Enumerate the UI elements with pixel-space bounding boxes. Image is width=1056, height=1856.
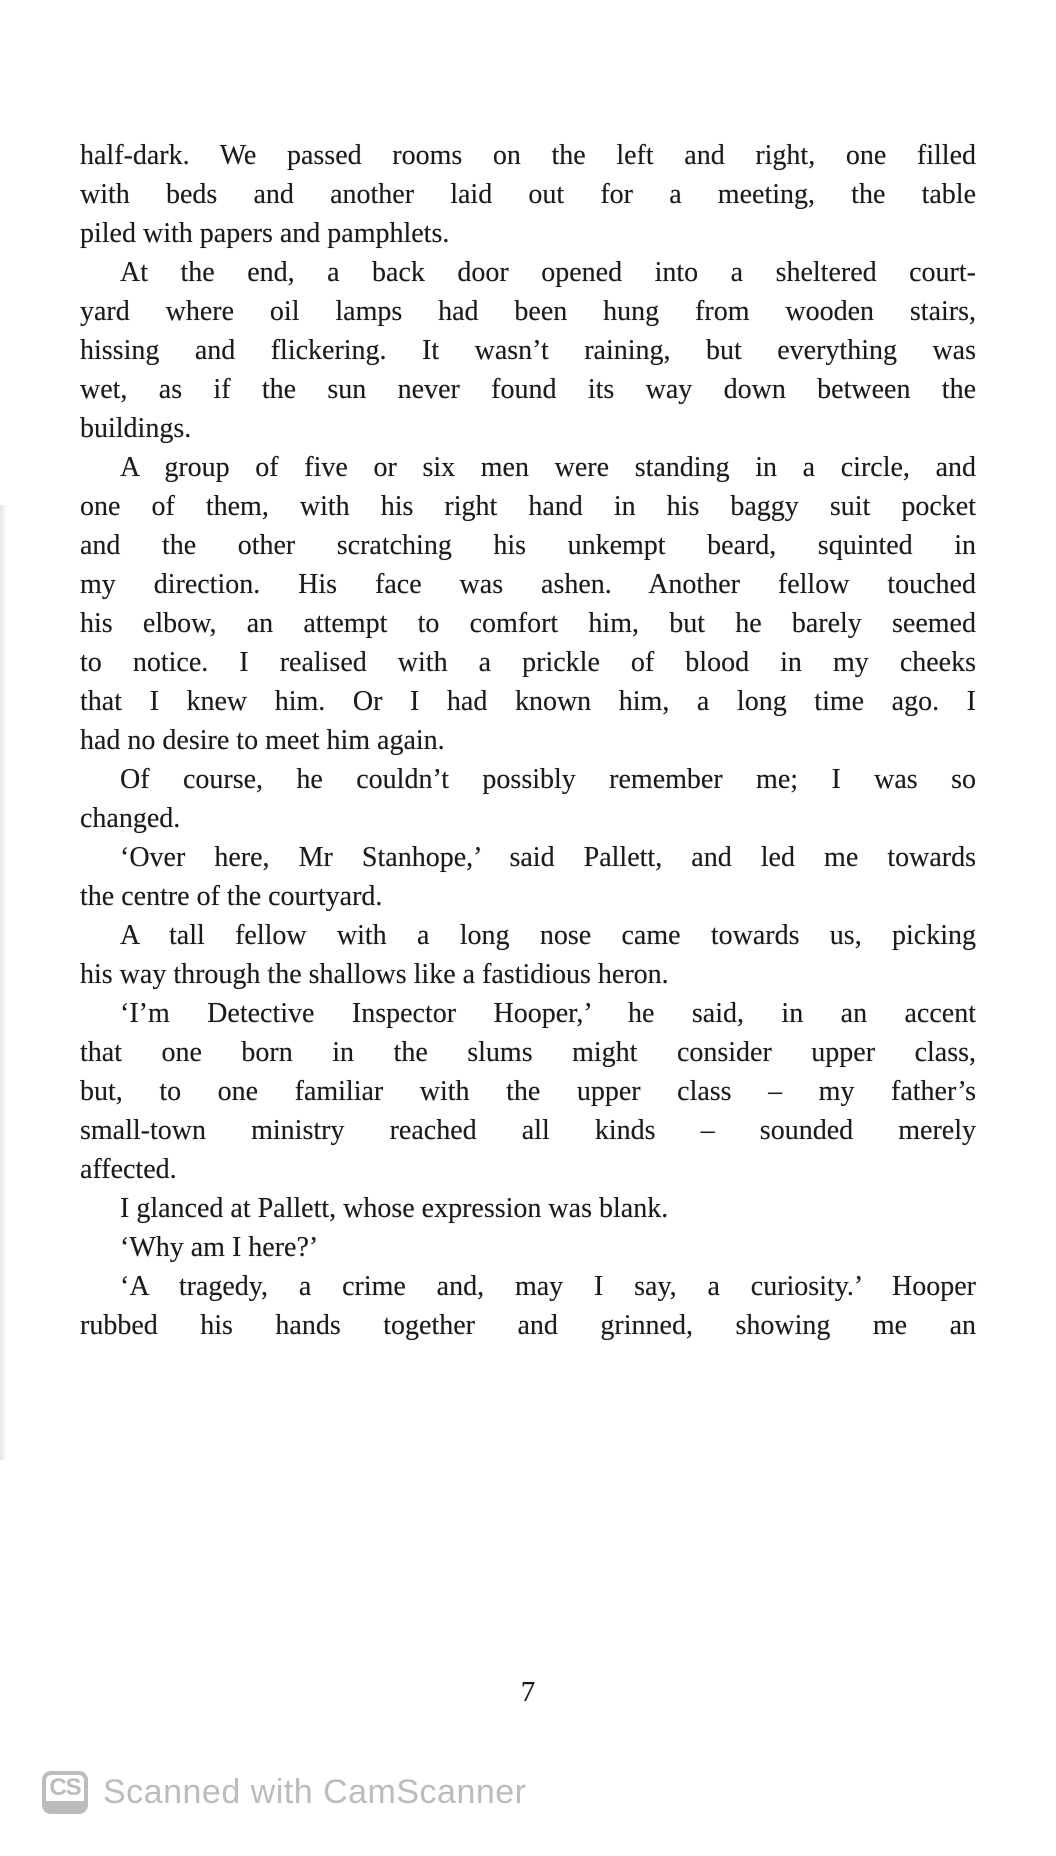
camscanner-logo-bottom-bar bbox=[45, 1801, 85, 1811]
text-line: Of course, he couldn’t possibly remember me; I was so bbox=[120, 764, 976, 795]
text-line: buildings. bbox=[80, 413, 192, 444]
text-line: but, to one familiar with the upper class – my father’s bbox=[80, 1076, 976, 1107]
text-line: affected. bbox=[80, 1154, 177, 1185]
camscanner-logo-letters: CS bbox=[49, 1774, 81, 1801]
text-line: that one born in the slums might consider upper class, bbox=[80, 1037, 976, 1068]
text-line: had no desire to meet him again. bbox=[80, 725, 445, 756]
page-number: 7 bbox=[520, 1676, 536, 1708]
text-line: with beds and another laid out for a meeting, the table bbox=[80, 179, 976, 210]
text-line: that I knew him. Or I had known him, a long time ago. I bbox=[80, 686, 976, 717]
text-line: ‘Over here, Mr Stanhope,’ said Pallett, and led me towards bbox=[120, 842, 976, 873]
text-line: A group of five or six men were standing in a circle, and bbox=[120, 452, 976, 483]
text-line: At the end, a back door opened into a sheltered court- bbox=[120, 257, 976, 288]
text-line: ‘Why am I here?’ bbox=[120, 1232, 319, 1263]
text-line: changed. bbox=[80, 803, 181, 834]
text-line: hissing and flickering. It wasn’t raining, but everything was bbox=[80, 335, 976, 366]
camscanner-logo-icon bbox=[42, 1771, 88, 1814]
text-line: his elbow, an attempt to comfort him, but he barely seemed bbox=[80, 608, 976, 639]
text-line: yard where oil lamps had been hung from wooden stairs, bbox=[80, 296, 976, 327]
text-line: half-dark. We passed rooms on the left and right, one filled bbox=[80, 140, 976, 171]
text-line: small-town ministry reached all kinds – sounded merely bbox=[80, 1115, 976, 1146]
text-line: my direction. His face was ashen. Another fellow touched bbox=[80, 569, 976, 600]
text-line: to notice. I realised with a prickle of blood in my cheeks bbox=[80, 647, 976, 678]
text-line: piled with papers and pamphlets. bbox=[80, 218, 450, 249]
text-line: ‘A tragedy, a crime and, may I say, a curiosity.’ Hooper bbox=[120, 1271, 976, 1302]
camscanner-watermark-text: Scanned with CamScanner bbox=[103, 1773, 527, 1811]
text-block bbox=[80, 136, 976, 1345]
text-line: ‘I’m Detective Inspector Hooper,’ he said, in an accent bbox=[120, 998, 976, 1029]
camscanner-watermark bbox=[42, 1771, 527, 1814]
text-line: wet, as if the sun never found its way down between the bbox=[80, 374, 976, 405]
text-line: one of them, with his right hand in his baggy suit pocket bbox=[80, 491, 976, 522]
text-line: and the other scratching his unkempt beard, squinted in bbox=[80, 530, 976, 561]
text-line: his way through the shallows like a fastidious heron. bbox=[80, 959, 669, 990]
text-line: rubbed his hands together and grinned, showing me an bbox=[80, 1310, 976, 1341]
text-line: the centre of the courtyard. bbox=[80, 881, 383, 912]
text-line: A tall fellow with a long nose came towards us, picking bbox=[120, 920, 976, 951]
scan-artifact-left-edge bbox=[0, 505, 7, 1460]
text-line: I glanced at Pallett, whose expression was blank. bbox=[120, 1193, 669, 1224]
